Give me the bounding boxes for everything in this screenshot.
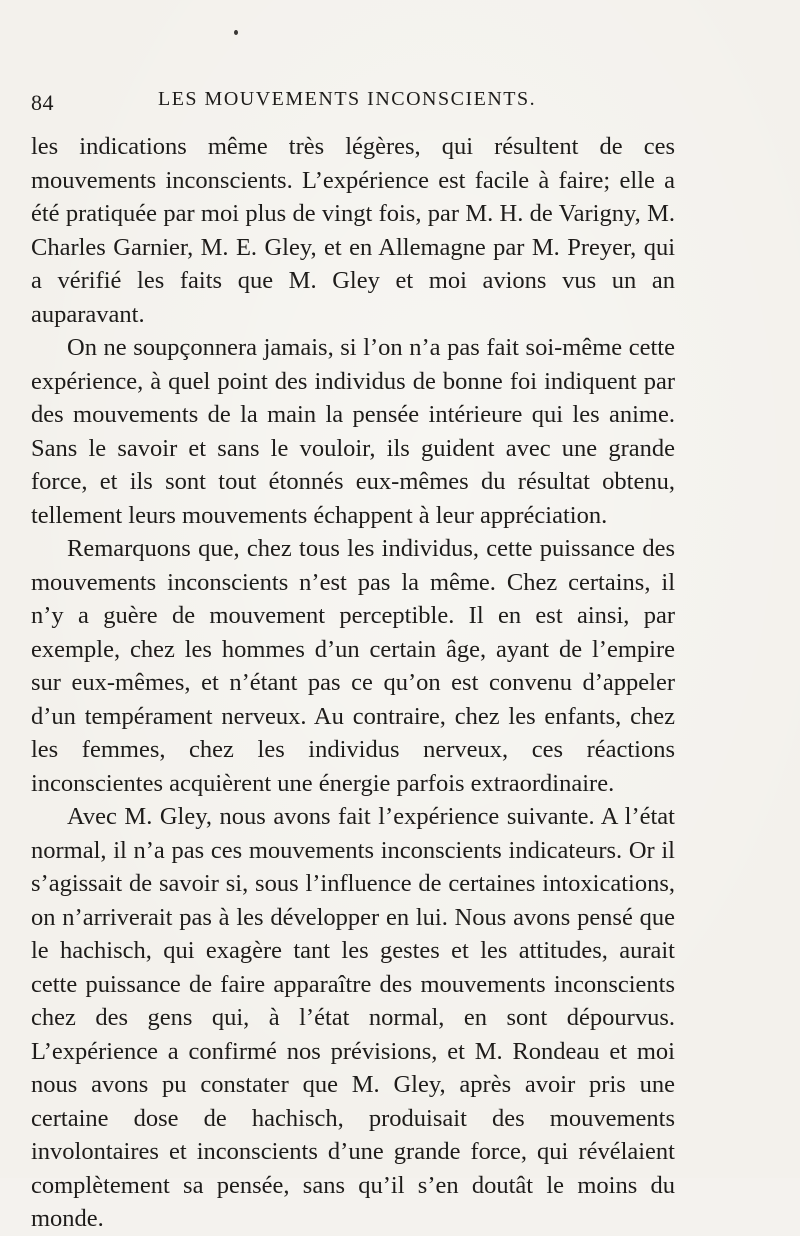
page-number: 84: [31, 90, 54, 115]
page-header: [0, 88, 800, 118]
paragraph-2: On ne soupçonnera jamais, si l’on n’a pas fait soi-même cette expérience, à quel point des individus de bonne foi indiquent par des mouvements de la main la pensée intérieure qui les anime. Sans le savoir et sans le vouloir, ils guident avec une grande force, et ils sont tout étonnés eux-mêmes du résultat obtenu, tellement leurs mouvements échappent à leur appréciation.: [31, 334, 675, 529]
paragraph-3: Remarquons que, chez tous les individus, cette puissance des mouvements inconscients n’est pas la même. Chez certains, il n’y a guère de mouvement perceptible. Il en est ainsi, par exemple, chez les hommes d’un certain âge, ayant de l’empire sur eux-mêmes, et n’étant pas ce qu’on est convenu d’appeler d’un tempérament nerveux. Au contraire, chez les enfants, chez les femmes, chez les individus nerveux, ces réactions inconscientes acquièrent une énergie parfois extraordinaire.: [31, 535, 675, 797]
paragraph-1: les indications même très légères, qui résultent de ces mouvements inconscients. L’expérience est facile à faire; elle a été pratiquée par moi plus de vingt fois, par M. H. de Varigny, M. Charles Garnier, M. E. Gley, et en Allemagne par M. Preyer, qui a vérifié les faits que M. Gley et moi avions vus un an auparavant.: [31, 133, 675, 328]
running-title: LES MOUVEMENTS INCONSCIENTS.: [158, 88, 537, 110]
body-text: [31, 130, 675, 1236]
ink-speck: [234, 30, 238, 35]
paragraph-4: Avec M. Gley, nous avons fait l’expérience suivante. A l’état normal, il n’a pas ces mouvements inconscients indicateurs. Or il s’agissait de savoir si, sous l’influence de certaines intoxications, on n’arriverait pas à les développer en lui. Nous avons pensé que le hachisch, qui exagère tant les gestes et les attitudes, aurait cette puissance de faire apparaître des mouvements inconscients chez des gens qui, à l’état normal, en sont dépourvus. L’expérience a confirmé nos prévisions, et M. Rondeau et moi nous avons pu constater que M. Gley, après avoir pris une certaine dose de hachisch, produisait des mouvements involontaires et inconscients d’une grande force, qui révélaient complètement sa pensée, sans qu’il s’en doutât le moins du monde.: [31, 803, 675, 1232]
